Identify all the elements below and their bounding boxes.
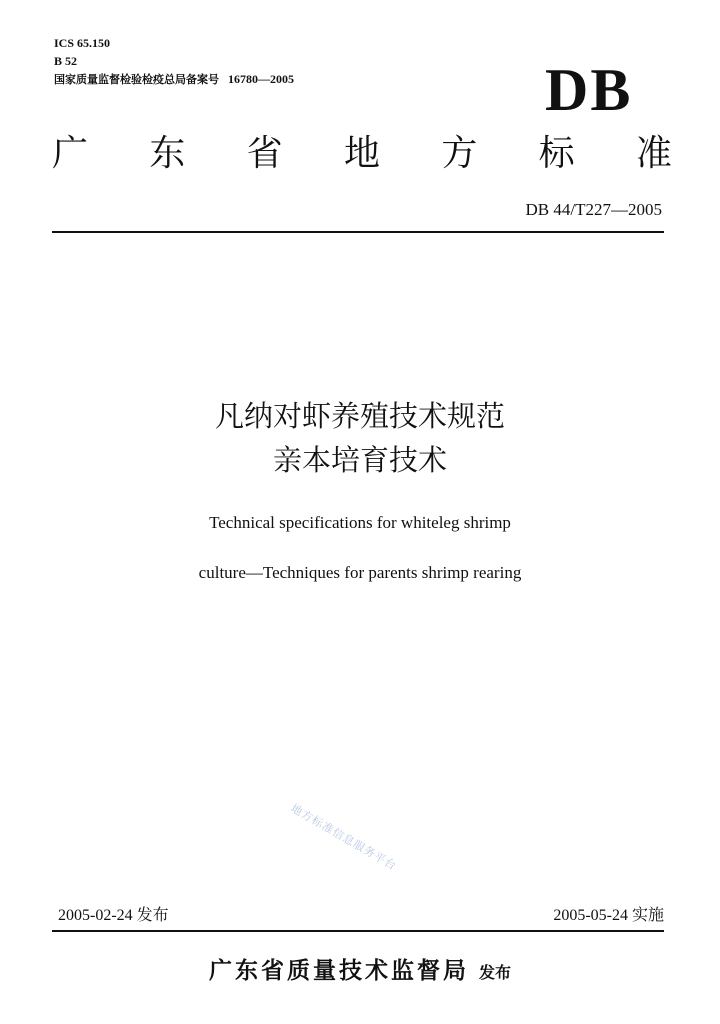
- standard-type-char: 地: [343, 133, 380, 174]
- title-en-line1: Technical specifications for whiteleg shrimp: [209, 513, 511, 532]
- footer-divider: [52, 930, 664, 932]
- title-cn-line2: 亲本培育技术: [272, 443, 447, 477]
- issuer: [0, 952, 720, 985]
- standard-type-char: 标: [538, 133, 575, 174]
- title-en-line2: culture—Techniques for parents shrimp rearing: [198, 563, 522, 582]
- title-cn-line1: 凡纳对虾养殖技术规范: [214, 399, 505, 433]
- standard-type-char: 准: [635, 133, 672, 174]
- standard-type: [52, 133, 672, 175]
- watermark: 地方标准信息服务平台: [288, 801, 399, 873]
- header-divider: [52, 231, 664, 233]
- filing-label: 国家质量监督检验检疫总局备案号: [54, 73, 219, 86]
- ics-code: ICS 65.150: [54, 36, 111, 50]
- standard-number: DB 44/T227—2005: [525, 200, 662, 219]
- standard-type-char: 东: [149, 133, 186, 174]
- standard-type-char: 方: [441, 133, 478, 174]
- classification-code: B 52: [54, 54, 78, 68]
- issuer-action: 发布: [478, 963, 511, 982]
- db-logo: DB: [545, 57, 633, 123]
- filing-record: [54, 72, 294, 87]
- issuer-org: 广东省质量技术监督局: [208, 958, 469, 984]
- standard-type-char: 广: [52, 133, 89, 174]
- issue-date: 2005-02-24 发布: [58, 907, 169, 924]
- standard-type-char: 省: [246, 133, 283, 174]
- implement-date: 2005-05-24 实施: [553, 907, 664, 924]
- filing-number: 16780—2005: [228, 72, 294, 86]
